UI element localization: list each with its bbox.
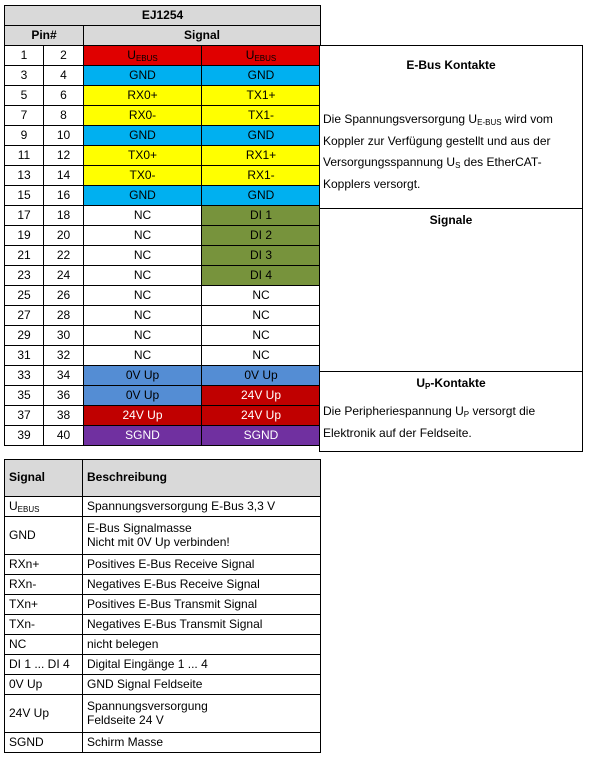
signal-cell: UEBUS [84, 46, 202, 66]
legend-description-header: Beschreibung [83, 460, 321, 497]
pin-number: 15 [5, 186, 44, 206]
pin-row [5, 426, 321, 446]
legend-signal: 0V Up [5, 675, 83, 695]
legend-description: Schirm Masse [83, 733, 321, 753]
pin-row [5, 246, 321, 266]
signal-cell: NC [84, 246, 202, 266]
up-title-rest: -Kontakte [430, 376, 486, 390]
pin-number: 22 [44, 246, 84, 266]
signal-cell: 0V Up [202, 366, 321, 386]
pin-row [5, 226, 321, 246]
pin-row [5, 146, 321, 166]
pin-number: 16 [44, 186, 84, 206]
signal-cell: NC [84, 226, 202, 246]
signal-cell: 24V Up [84, 406, 202, 426]
signal-cell: GND [202, 126, 321, 146]
legend-row [5, 517, 321, 555]
signal-cell: DI 4 [202, 266, 321, 286]
signal-cell: RX0- [84, 106, 202, 126]
signal-cell: GND [202, 66, 321, 86]
legend-row [5, 497, 321, 517]
up-section-text [323, 401, 579, 444]
legend-signal: SGND [5, 733, 83, 753]
legend-table-body [5, 460, 321, 753]
ebus-text-sub-2: S [455, 161, 461, 170]
legend-row [5, 555, 321, 575]
signal-cell: UEBUS [202, 46, 321, 66]
signal-cell: DI 1 [202, 206, 321, 226]
pin-number: 28 [44, 306, 84, 326]
pin-number: 24 [44, 266, 84, 286]
legend-row [5, 595, 321, 615]
signal-cell: DI 3 [202, 246, 321, 266]
ebus-text-part-3: des EtherCAT-Kopplers versorgt. [323, 155, 542, 191]
table-title-row [5, 6, 321, 26]
signal-cell: TX0+ [84, 146, 202, 166]
pin-assignment-table [4, 5, 321, 446]
legend-description: nicht belegen [83, 635, 321, 655]
signal-cell: NC [84, 306, 202, 326]
legend-signal: RXn- [5, 575, 83, 595]
ebus-text-part-1: Die Spannungsversorgung U [323, 112, 478, 126]
signal-cell: RX0+ [84, 86, 202, 106]
signal-cell: GND [84, 186, 202, 206]
pin-number: 1 [5, 46, 44, 66]
legend-signal: 24V Up [5, 695, 83, 733]
legend-row [5, 675, 321, 695]
up-section-title [320, 376, 582, 390]
pin-row [5, 266, 321, 286]
signal-cell: SGND [202, 426, 321, 446]
pin-number: 5 [5, 86, 44, 106]
signal-cell: SGND [84, 426, 202, 446]
up-text-part-2: versorgt die Elektronik auf der Feldseite. [323, 404, 536, 440]
pin-row [5, 286, 321, 306]
ebus-section-title: E-Bus Kontakte [406, 58, 496, 72]
pin-number: 35 [5, 386, 44, 406]
signal-cell: NC [84, 266, 202, 286]
signal-cell: 24V Up [202, 386, 321, 406]
legend-header-row [5, 460, 321, 497]
legend-signal: TXn- [5, 615, 83, 635]
up-section [319, 371, 583, 452]
pin-number: 20 [44, 226, 84, 246]
pin-row [5, 186, 321, 206]
legend-signal: DI 1 ... DI 4 [5, 655, 83, 675]
pin-number: 31 [5, 346, 44, 366]
signal-cell: NC [84, 286, 202, 306]
signale-section-title: Signale [429, 213, 473, 227]
legend-description: Spannungsversorgung Feldseite 24 V [83, 695, 321, 733]
pin-number: 4 [44, 66, 84, 86]
pin-table-body [5, 6, 321, 446]
pin-row [5, 326, 321, 346]
legend-row [5, 695, 321, 733]
pin-number: 34 [44, 366, 84, 386]
pin-number: 11 [5, 146, 44, 166]
signal-cell: NC [84, 346, 202, 366]
pin-row [5, 206, 321, 226]
pin-number: 2 [44, 46, 84, 66]
pin-number: 17 [5, 206, 44, 226]
legend-row [5, 635, 321, 655]
pin-number: 8 [44, 106, 84, 126]
signale-section [319, 208, 583, 372]
pin-number: 40 [44, 426, 84, 446]
pin-row [5, 386, 321, 406]
signal-cell: 0V Up [84, 386, 202, 406]
legend-signal: NC [5, 635, 83, 655]
legend-description: E-Bus Signalmasse Nicht mit 0V Up verbinden! [83, 517, 321, 555]
pin-number: 29 [5, 326, 44, 346]
legend-description: Negatives E-Bus Transmit Signal [83, 615, 321, 635]
pin-number: 30 [44, 326, 84, 346]
pin-number: 39 [5, 426, 44, 446]
legend-description: Spannungsversorgung E-Bus 3,3 V [83, 497, 321, 517]
signal-cell: NC [202, 346, 321, 366]
signal-legend-table [4, 459, 321, 753]
pin-row [5, 166, 321, 186]
legend-description: GND Signal Feldseite [83, 675, 321, 695]
table-header-row [5, 26, 321, 46]
ebus-text-part-2: wird vom Koppler zur Verfügung gestellt und aus der Versorgungsspannung U [323, 112, 553, 169]
up-text-sub: P [463, 410, 470, 419]
legend-row [5, 575, 321, 595]
legend-signal: UEBUS [5, 497, 83, 517]
up-title-main: U [416, 376, 425, 390]
pin-number: 19 [5, 226, 44, 246]
signal-cell: NC [84, 206, 202, 226]
pin-number: 6 [44, 86, 84, 106]
legend-signal: TXn+ [5, 595, 83, 615]
legend-signal: RXn+ [5, 555, 83, 575]
pin-number: 37 [5, 406, 44, 426]
pin-number: 33 [5, 366, 44, 386]
legend-description: Negatives E-Bus Receive Signal [83, 575, 321, 595]
signal-cell: 24V Up [202, 406, 321, 426]
signal-cell: GND [84, 66, 202, 86]
signal-cell: TX1- [202, 106, 321, 126]
pin-number: 26 [44, 286, 84, 306]
signal-cell: RX1- [202, 166, 321, 186]
legend-row [5, 733, 321, 753]
pin-row [5, 366, 321, 386]
signal-cell: TX0- [84, 166, 202, 186]
legend-signal-header: Signal [5, 460, 83, 497]
legend-row [5, 615, 321, 635]
pin-row [5, 106, 321, 126]
pin-number: 25 [5, 286, 44, 306]
pin-row [5, 126, 321, 146]
pin-row [5, 86, 321, 106]
legend-signal: GND [5, 517, 83, 555]
signal-cell: NC [84, 326, 202, 346]
pin-number: 36 [44, 386, 84, 406]
pin-row [5, 46, 321, 66]
pin-number: 9 [5, 126, 44, 146]
pin-row [5, 346, 321, 366]
ebus-section-text [323, 109, 579, 195]
pin-row [5, 406, 321, 426]
signal-cell: NC [202, 286, 321, 306]
signal-cell: RX1+ [202, 146, 321, 166]
pin-number: 18 [44, 206, 84, 226]
legend-row [5, 655, 321, 675]
pin-number: 23 [5, 266, 44, 286]
pin-number: 14 [44, 166, 84, 186]
up-title-sub: P [424, 382, 431, 391]
pin-row [5, 306, 321, 326]
pin-number: 27 [5, 306, 44, 326]
pin-number: 32 [44, 346, 84, 366]
up-text-part-1: Die Peripheriespannung U [323, 404, 464, 418]
pin-number: 13 [5, 166, 44, 186]
signal-cell: NC [202, 306, 321, 326]
pin-row [5, 66, 321, 86]
table-title: EJ1254 [5, 6, 321, 26]
pin-header: Pin# [5, 26, 84, 46]
pin-number: 7 [5, 106, 44, 126]
signal-header: Signal [84, 26, 321, 46]
pin-number: 12 [44, 146, 84, 166]
ebus-text-sub-1: E-BUS [477, 118, 502, 127]
ebus-section [319, 45, 583, 209]
legend-description: Positives E-Bus Transmit Signal [83, 595, 321, 615]
signal-cell: DI 2 [202, 226, 321, 246]
signal-cell: NC [202, 326, 321, 346]
pin-number: 21 [5, 246, 44, 266]
pin-number: 3 [5, 66, 44, 86]
legend-description: Positives E-Bus Receive Signal [83, 555, 321, 575]
pin-number: 38 [44, 406, 84, 426]
legend-description: Digital Eingänge 1 ... 4 [83, 655, 321, 675]
signal-cell: GND [202, 186, 321, 206]
pin-number: 10 [44, 126, 84, 146]
signal-cell: TX1+ [202, 86, 321, 106]
signal-cell: GND [84, 126, 202, 146]
signal-cell: 0V Up [84, 366, 202, 386]
